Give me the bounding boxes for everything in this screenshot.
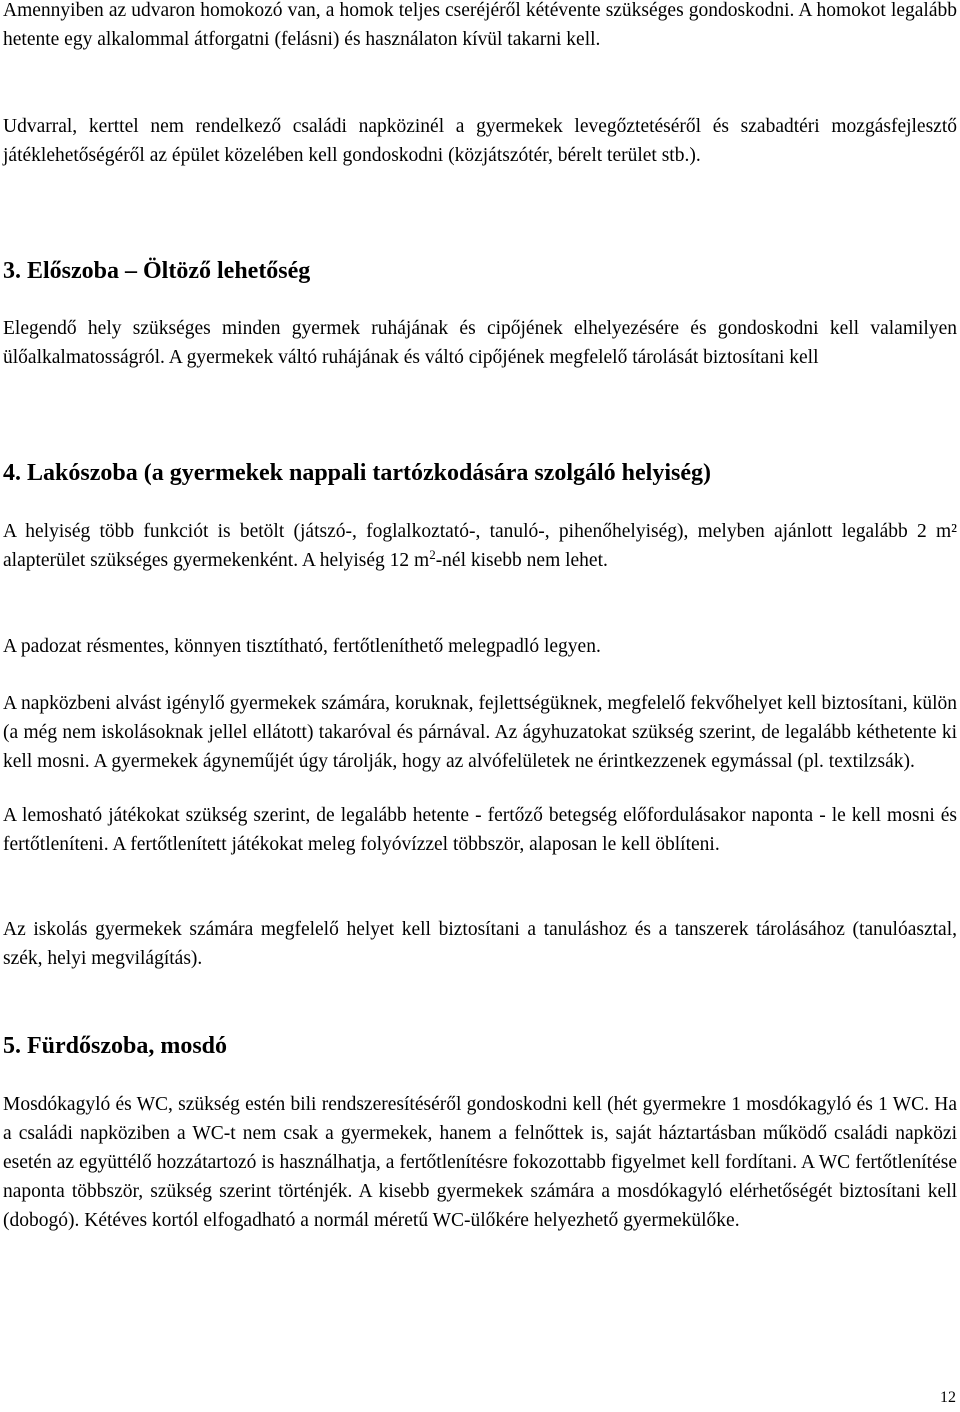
paragraph-toys: A lemosható játékokat szükség szerint, de legalább hetente - fertőző betegség előfordulásakor naponta - le kell mosni és fertőtleníteni. A fertőtlenített játékokat meleg folyóvízzel többször, alaposan le kell öblíteni. — [3, 805, 957, 855]
heading-section-4: 4. Lakószoba (a gyermekek nappali tartózkodására szolgáló helyiség) — [3, 460, 711, 486]
page-number: 12 — [940, 1389, 956, 1406]
paragraph-living-room-function — [3, 517, 957, 575]
paragraph-floor: A padozat résmentes, könnyen tisztítható, fertőtleníthető melegpadló legyen. — [3, 636, 601, 657]
paragraph-bathroom: Mosdókagyló és WC, szükség estén bili rendszeresítéséről gondoskodni kell (hét gyermekre 1 mosdókagyló és 1 WC. Ha a családi napköziben a WC-t nem csak a gyermekek, hanem a felnőttek is, saját háztartásban működő családi napközi esetén az együttélő hozzátartozó is használhatja, a fertőtlenítésre fokozottabb figyelmet kell fordítani. A WC fertőtlenítése naponta többször, szükség szerint történjék. A kisebb gyermekek számára a mosdókagyló elérhetőségét biztosítani kell (dobogó). Kétéves kortól elfogadható a normál méretű WC-ülőkére helyezhető gyermekülőke. — [3, 1094, 957, 1231]
superscript: 2 — [429, 547, 436, 562]
paragraph-sandbox: Amennyiben az udvaron homokozó van, a homok teljes cseréjéről kétévente szükséges gondoskodni. A homokot legalább hetente egy alkalommal átforgatni (felásni) és használaton kívül takarni kell. — [3, 0, 957, 50]
paragraph-school-children: Az iskolás gyermekek számára megfelelő helyet kell biztosítani a tanuláshoz és a tanszerek tárolásához (tanulóasztal, szék, helyi megvilágítás). — [3, 919, 957, 969]
heading-section-5: 5. Fürdőszoba, mosdó — [3, 1033, 228, 1059]
paragraph-outdoor: Udvarral, kerttel nem rendelkező családi napközinél a gyermekek levegőztetéséről és szabadtéri mozgásfejlesztő játéklehetőségéről az épület közelében kell gondoskodni (közjátszótér, bérelt terület stb.). — [3, 116, 957, 166]
heading-section-3: 3. Előszoba – Öltöző lehetőség — [3, 258, 311, 284]
paragraph-sleeping: A napközbeni alvást igénylő gyermekek számára, koruknak, fejlettségüknek, megfelelő fekvőhelyet kell biztosítani, külön (a még nem iskolásoknak jellel ellátott) takaróval és párnával. Az ágyhuzatokat szükség szerint, de legalább kéthetente ki kell mosni. A gyermekek ágyneműjét úgy tárolják, hogy az alvófelületek ne érintkezzenek egymással (pl. textilzsák). — [3, 693, 957, 772]
paragraph-text-tail: -nél kisebb nem lehet. — [435, 550, 608, 571]
paragraph-text: A helyiség több funkciót is betölt (játszó-, foglalkoztató-, tanuló-, pihenőhelyiség), melyben ajánlott legalább 2 m² alapterület szükséges gyermekenként. A helyiség 12 m — [3, 521, 957, 571]
paragraph-hallway: Elegendő hely szükséges minden gyermek ruhájának és cipőjének elhelyezésére és gondoskodni kell valamilyen ülőalkalmatosságról. A gyermekek váltó ruhájának és váltó cipőjének megfelelő tárolását biztosítani kell — [3, 318, 957, 368]
